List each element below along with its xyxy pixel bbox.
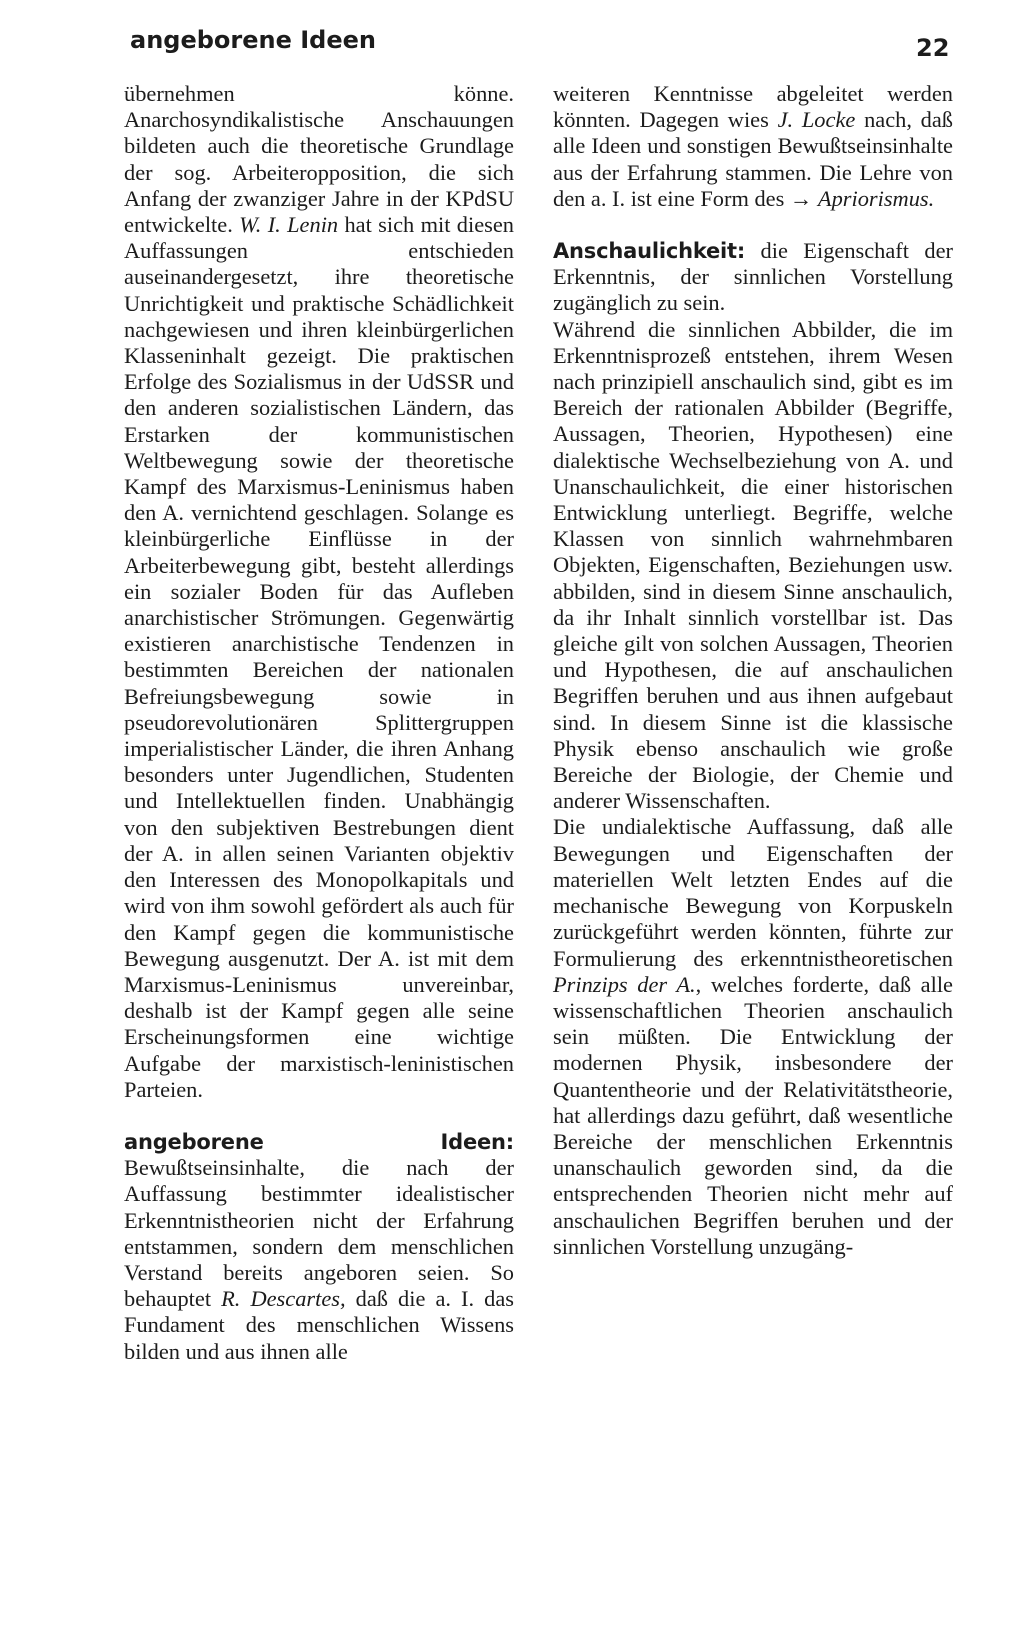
text-segment: Die undialektische Auffassung, daß alle Bewegungen und Eigenschaften der materiellen Welt letzten Endes auf die mechanische Bewegung von Korpuskeln zurückgeführt werden könnten, führte zur Formulierung des erkenntnistheoretischen <box>553 814 953 971</box>
person-name: J. Locke <box>777 107 856 133</box>
italic-term: Prinzips der A. <box>553 971 696 997</box>
page-number: 22 <box>916 34 950 62</box>
paragraph-anarchism-continued <box>124 81 514 1103</box>
text-segment: daß die a. I. das Fundament des menschlichen Wissens bilden und aus ihnen alle <box>124 1286 515 1364</box>
running-head: angeborene Ideen <box>130 26 376 54</box>
entry-anschaulichkeit <box>553 238 953 317</box>
cross-reference: Apriorismus. <box>817 185 935 211</box>
left-column <box>124 81 514 1365</box>
entry-angeborene-ideen <box>124 1129 514 1365</box>
person-name: R. Descartes, <box>221 1286 346 1312</box>
text-segment: , welches forderte, daß alle wissenschaftlichen Theorien anschaulich sein müßten. Die Entwicklung der modernen Physik, insbesondere der Quantentheorie und der Relativitätstheorie, hat allerdings dazu geführt, daß wesentliche Bereiche der menschlichen Erkenntnis unanschaulich geworden sind, da die entsprechenden Theorien nicht mehr auf anschaulichen Begriffen beruhen und der sinnlichen Vorstellung unzugäng- <box>553 971 953 1259</box>
entry-gap <box>553 212 953 238</box>
text-segment: übernehmen könne. Anarchosyndikalistische Anschauungen bildeten auch die theoretische Grundlage der sog. Arbeiteropposition, die sich Anfang der zwanziger Jahre in der KPdSU entwickelte. <box>124 81 514 238</box>
paragraph-anschaulichkeit-2: Während die sinnlichen Abbilder, die im Erkenntnisprozeß entstehen, ihrem Wesen nach prinzipiell anschaulich sind, gibt es im Bereich der rationalen Abbilder (Begriffe, Aussagen, Theorien, Hypothesen) eine dialektische Wechselbeziehung von A. und Unanschaulichkeit, die einer historischen Entwicklung unterliegt. Begriffe, welche Klassen von sinnlich wahrnehmbaren Objekten, Eigenschaften, Beziehungen usw. abbilden, sind in diesem Sinne anschaulich, da ihr Inhalt sinnlich vorstellbar ist. Das gleiche gilt von solchen Aussagen, Theorien und Hypothesen, die auf anschaulichen Begriffen beruhen und aus ihnen aufgebaut sind. In diesem Sinne ist die klassische Physik ebenso anschaulich wie große Bereiche der Biologie, der Chemie und anderer Wissenschaften. <box>553 316 953 814</box>
paragraph-ideen-continued <box>553 81 953 212</box>
entry-headword: Anschaulichkeit: <box>553 239 746 264</box>
entry-headword: angeborene Ideen: <box>124 1129 514 1154</box>
entry-gap <box>124 1103 514 1129</box>
text-segment: die Eigenschaft der Erkenntnis, der sinnlichen Vorstellung zugänglich zu sein. <box>553 238 953 316</box>
text-segment: nach, daß alle Ideen und sonstigen Bewußtseinsinhalte aus der Erfahrung stammen. Die Lehre von den a. I. ist eine Form des → <box>553 107 954 211</box>
person-name: W. I. Lenin <box>239 212 339 238</box>
right-column <box>553 81 953 1260</box>
paragraph-anschaulichkeit-3 <box>553 814 953 1259</box>
text-segment: hat sich mit diesen Auffassungen entschieden auseinandergesetzt, ihre theoretische Unrichtigkeit und praktische Schädlichkeit nachgewiesen und ihren kleinbürgerlichen Klasseninhalt gezeigt. Die praktischen Erfolge des Sozialismus in der UdSSR und den anderen sozialistischen Ländern, das Erstarken der kommunistischen Weltbewegung sowie der theoretische Kampf des Marxismus-Leninismus haben den A. vernichtend geschlagen. Solange es kleinbürgerliche Einflüsse in der Arbeiterbewegung gibt, besteht allerdings ein sozialer Boden für das Aufleben anarchistischer Strömungen. Gegenwärtig existieren anarchistische Tendenzen in bestimmten Bereichen der nationalen Befreiungsbewegung sowie in pseudorevolutionären Splittergruppen imperialistischer Länder, die ihren Anhang besonders unter Jugendlichen, Studenten und Intellektuellen finden. Unabhängig von den subjektiven Bestrebungen dient der A. in allen seinen Varianten objektiv den Interessen des Monopolkapitals und wird von ihm sowohl gefördert als auch für den Kampf gegen die kommunistische Bewegung ausgenutzt. Der A. ist mit dem Marxismus-Leninismus unvereinbar, deshalb ist der Kampf gegen alle seine Erscheinungsformen eine wichtige Aufgabe der marxistisch-leninistischen Parteien. <box>124 212 514 1102</box>
text-segment: Bewußtseinsinhalte, die nach der Auffassung bestimmter idealistischer Erkenntnistheorien nicht der Erfahrung entstammen, sondern dem menschlichen Verstand bereits angeboren seien. So behauptet <box>124 1155 514 1312</box>
text-segment: weiteren Kenntnisse abgeleitet werden könnten. Dagegen wies <box>553 81 953 133</box>
